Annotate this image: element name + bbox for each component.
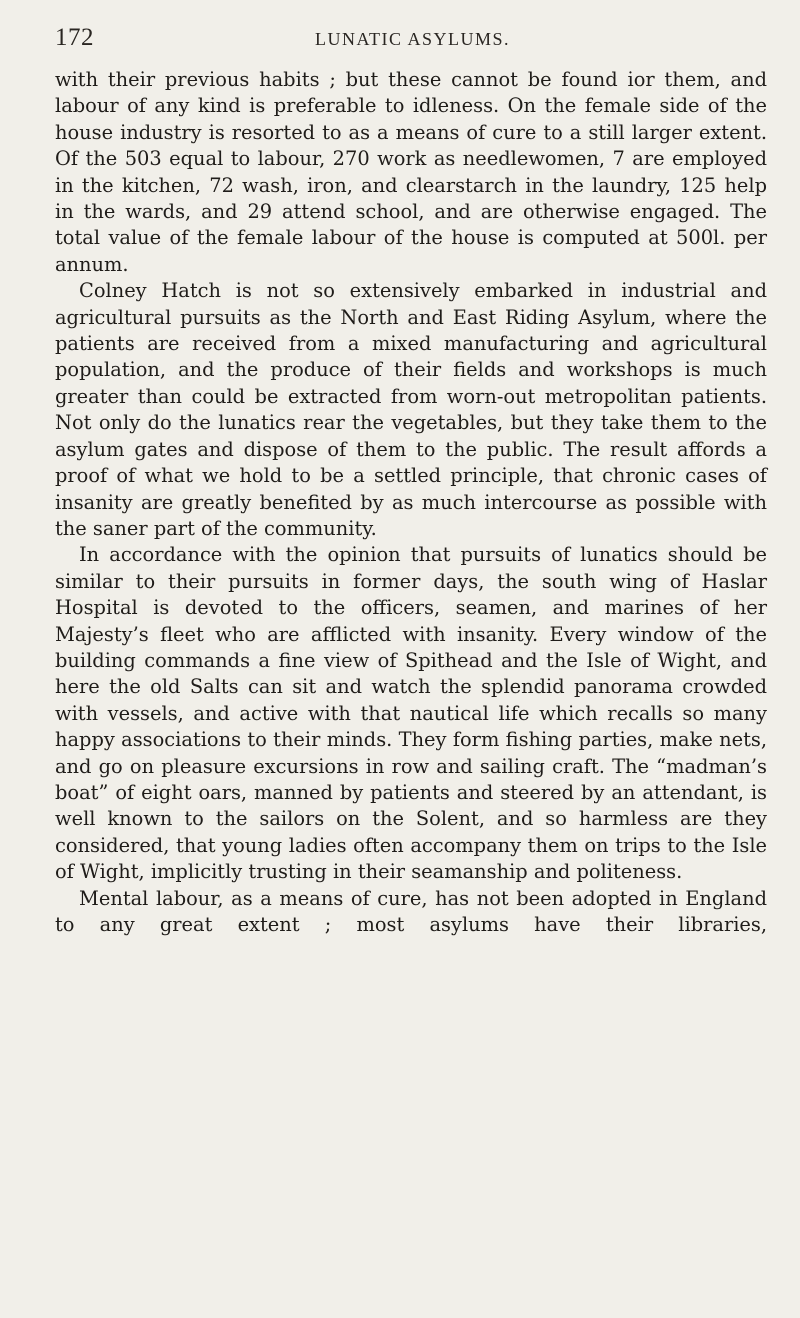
paragraph-colney-hatch: Colney Hatch is not so extensively embarked in industrial and agricultural pursuits as the North and East Riding Asylum, where the patients are received from a mixed manufacturing and agricultural population, and the produce of their fields and workshops is much greater than could be extracted from worn-out metropolitan patients. Not only do the lunatics rear the vegetables, but they take them to the asylum gates and dispose of them to the public. The result affords a proof of what we hold to be a settled principle, that chronic cases of insanity are greatly benefited by as much intercourse as possible with the saner part of the community. — [55, 279, 767, 540]
paragraph-female-labour: with their previous habits ; but these cannot be found ior them, and labour of any kind is preferable to idleness. On the female side of the house industry is resorted to as a means of cure to a still larger extent. Of the 503 equal to labour, 270 work as needlewomen, 7 are employed in the kitchen, 72 wash, iron, and clearstarch in the laundry, 125 help in the wards, and 29 attend school, and are otherwise engaged. The total value of the female labour of the house is computed at 500l. per annum. — [55, 68, 767, 276]
running-head: LUNATIC ASYLUMS. — [315, 29, 511, 49]
body-text — [55, 67, 767, 938]
page-header — [55, 20, 765, 56]
paragraph-haslar-hospital: In accordance with the opinion that pursuits of lunatics should be similar to their pursuits in former days, the south wing of Haslar Hospital is devoted to the officers, seamen, and marines of her Majesty’s fleet who are afflicted with insanity. Every window of the building commands a fine view of Spithead and the Isle of Wight, and here the old Salts can sit and watch the splendid panorama crowded with vessels, and active with that nautical life which recalls so many happy associations to their minds. They form fishing parties, make nets, and go on pleasure excursions in row and sailing craft. The “madman’s boat” of eight oars, manned by patients and steered by an attendant, is well known to the sailors on the Solent, and so harmless are they considered, that young ladies often accompany them on trips to the Isle of Wight, implicitly trusting in their seamanship and politeness. — [55, 543, 767, 884]
page-number: 172 — [55, 24, 94, 51]
paragraph-mental-labour: Mental labour, as a means of cure, has not been adopted in England to any great extent ; most asylums have their libraries, — [55, 886, 767, 936]
